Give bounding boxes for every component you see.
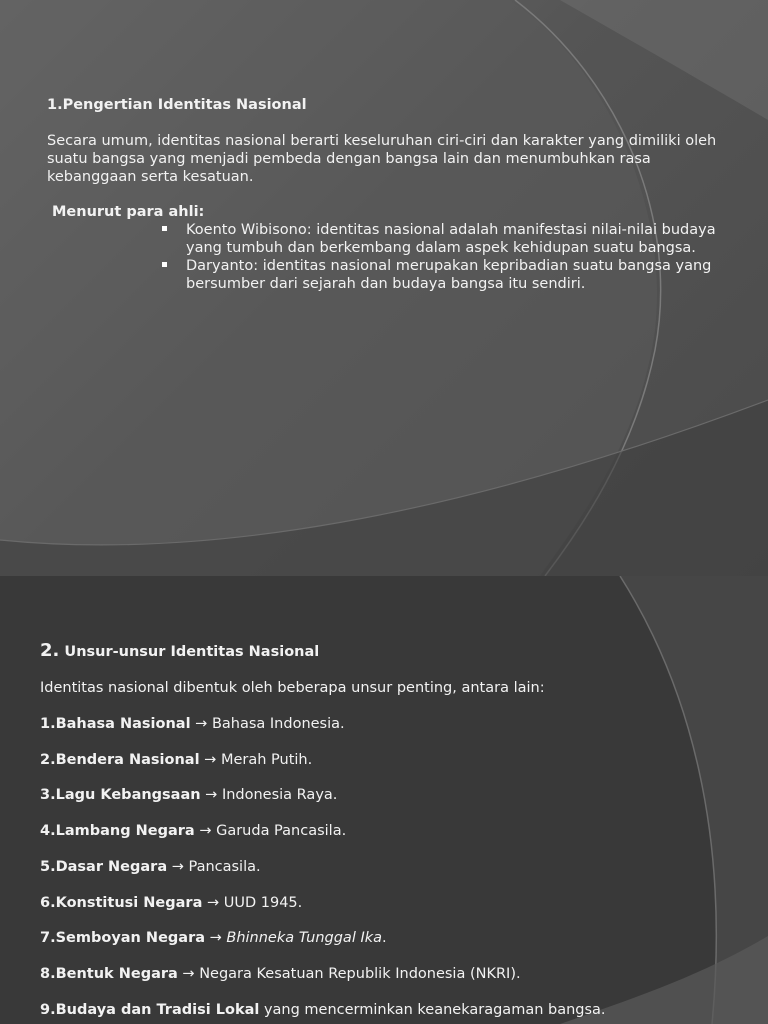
item-italic: Bhinneka Tunggal Ika	[226, 930, 383, 946]
list-item	[40, 822, 346, 840]
list-item	[40, 965, 521, 983]
list-item	[40, 929, 387, 947]
expert-text: Koento Wibisono: identitas nasional adalah manifestasi nilai-nilai budaya yang tumbuh dan berkembang dalam aspek kehidupan suatu bangsa.	[186, 222, 716, 256]
slide-2	[0, 576, 768, 1024]
item-label: 6.Konstitusi Negara	[40, 895, 203, 911]
item-value: → UUD 1945.	[202, 895, 303, 911]
experts-list	[160, 221, 740, 293]
bullet-square-icon	[162, 226, 167, 231]
experts-heading: Menurut para ahli:	[52, 204, 205, 220]
list-item	[40, 1001, 606, 1019]
item-label: 5.Dasar Negara	[40, 859, 168, 875]
item-label: 4.Lambang Negara	[40, 823, 195, 839]
item-label: 8.Bentuk Negara	[40, 966, 178, 982]
bullet-square-icon	[162, 262, 167, 267]
item-value: →	[205, 930, 227, 946]
item-value: → Merah Putih.	[199, 752, 313, 768]
list-item	[160, 257, 740, 293]
item-value: → Negara Kesatuan Republik Indonesia (NKRI).	[177, 966, 521, 982]
list-item	[40, 786, 337, 804]
item-value: yang mencerminkan keanekaragaman bangsa.	[259, 1002, 606, 1018]
item-label: 2.Bendera Nasional	[40, 752, 200, 768]
title-number: 2.	[40, 640, 60, 661]
list-item	[40, 894, 302, 912]
item-value: → Pancasila.	[167, 859, 261, 875]
list-item	[40, 751, 312, 769]
item-label: 7.Semboyan Negara	[40, 930, 206, 946]
list-item	[160, 221, 740, 257]
item-suffix: .	[382, 930, 387, 946]
definition-paragraph: Secara umum, identitas nasional berarti keseluruhan ciri-ciri dan karakter yang dimiliki oleh suatu bangsa yang menjadi pembeda dengan bangsa lain dan menumbuhkan rasa kebanggaan serta kesatuan.	[47, 133, 717, 185]
list-item	[40, 715, 345, 733]
slide-1-title: 1.Pengertian Identitas Nasional	[47, 97, 307, 113]
item-label: 9.Budaya dan Tradisi Lokal	[40, 1002, 260, 1018]
item-value: → Bahasa Indonesia.	[190, 716, 345, 732]
item-value: → Indonesia Raya.	[200, 787, 338, 803]
item-label: 1.Bahasa Nasional	[40, 716, 191, 732]
title-text: Unsur-unsur Identitas Nasional	[59, 644, 320, 660]
list-item	[40, 858, 261, 876]
intro-text: Identitas nasional dibentuk oleh beberapa unsur penting, antara lain:	[40, 680, 545, 696]
expert-text: Daryanto: identitas nasional merupakan kepribadian suatu bangsa yang bersumber dari sejarah dan budaya bangsa itu sendiri.	[186, 258, 712, 292]
item-label: 3.Lagu Kebangsaan	[40, 787, 201, 803]
slide-2-title	[40, 640, 319, 663]
item-value: → Garuda Pancasila.	[194, 823, 347, 839]
